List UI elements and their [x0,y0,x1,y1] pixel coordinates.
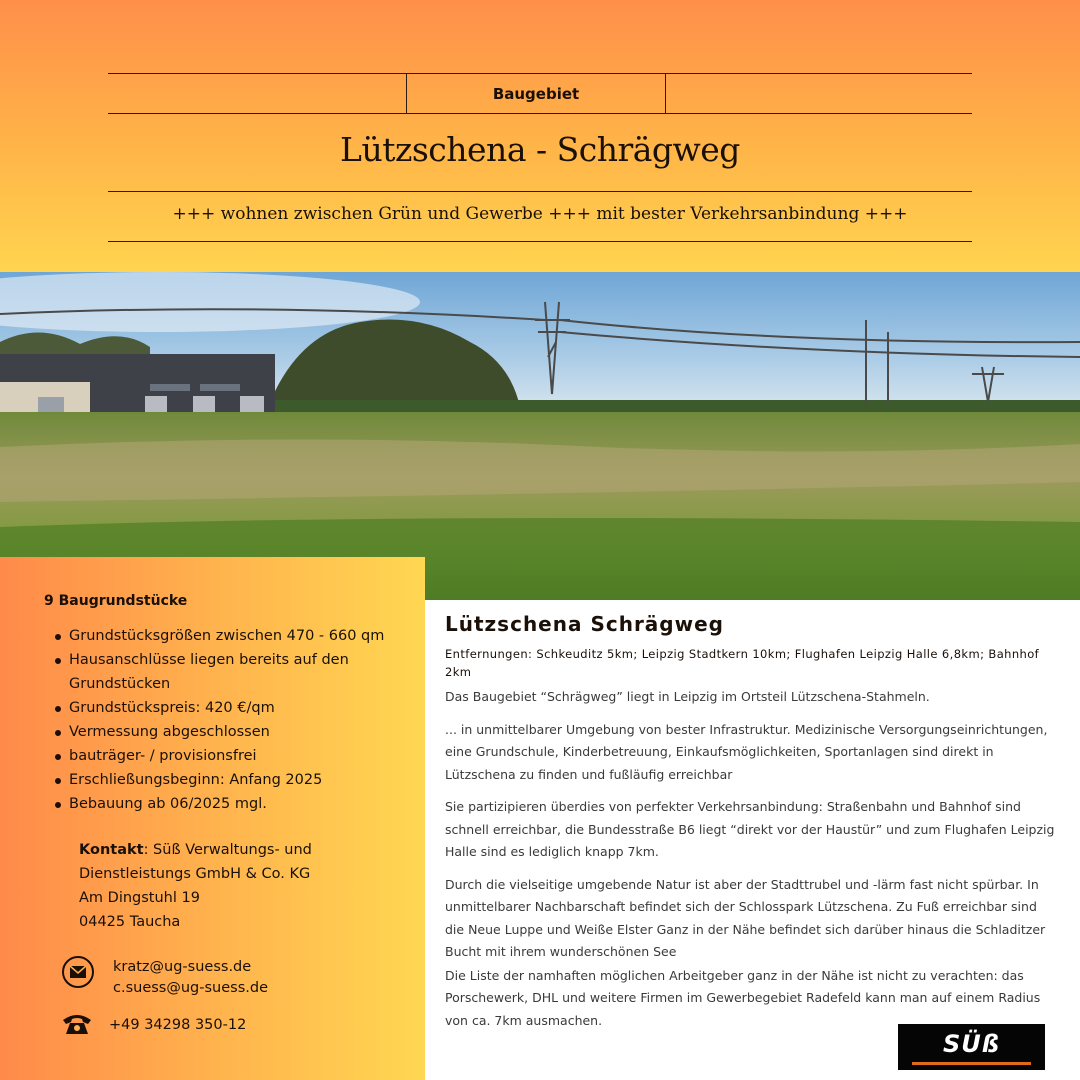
paragraph: ... in unmittelbarer Umgebung von bester Infrastruktur. Medizinische Versorgungseinrichtungen, eine Grundschule, Kinderbetreuung, Einkaufsmöglichkeiten, Sportanlagen sind direkt in Lützschena zu finden und fußläufig erreichbar [445,721,1048,782]
mail-icon [62,956,94,988]
logo-accent-bar [912,1062,1031,1065]
list-item: Vermessung abgeschlossen [52,720,412,744]
contact-city: 04425 Taucha [79,914,181,930]
list-item: Erschließungsbeginn: Anfang 2025 [52,768,412,792]
list-item: bauträger- / provisionsfrei [52,744,412,768]
contact-block [79,838,399,910]
divider [108,241,972,242]
list-item: Hausanschlüsse liegen bereits auf den Grundstücken [52,648,412,696]
category-tag: Baugebiet [492,84,580,103]
contact-company: : Süß Verwaltungs- und Dienstleistungs GmbH & Co. KG [79,842,312,882]
distances: Entfernungen: Schkeuditz 5km; Leipzig Stadtkern 10km; Flughafen Leipzig Halle 6,8km; Bahnhof 2km [445,647,1040,679]
list-item: Grundstücksgrößen zwischen 470 - 660 qm [52,624,412,648]
list-item: Grundstückspreis: 420 €/qm [52,696,412,720]
paragraph: Die Liste der namhaften möglichen Arbeitgeber ganz in der Nähe ist nicht zu verachten: das Porschewerk, DHL und weitere Firmen im Gewerbegebiet Radefeld kann man auf einem Radius von ca. 7km ausmachen. [445,967,1041,1028]
contact-label: Kontakt [79,842,144,858]
list-item: Bebauung ab 06/2025 mgl. [52,792,412,816]
phone-icon [61,1012,93,1036]
contact-street: Am Dingstuhl 19 [79,890,200,906]
paragraph: Sie partizipieren überdies von perfekter Verkehrsanbindung: Straßenbahn und Bahnhof sind schnell erreichbar, die Bundesstraße B6 liegt “direkt vor der Haustür” und zum Flughafen Leipzig Halle sind es lediglich knapp 7km. [445,799,1055,859]
paragraph: Durch die vielseitige umgebende Natur ist aber der Stadttrubel und -lärm fast nicht spürbar. In unmittelbarer Nachbarschaft befindet sich der Schlosspark Lützschena. Zu Fuß erreichbar sind die Neue Luppe und Weiße Elster Ganz in der Nähe befindet sich darüber hinaus die Schladitzer Bucht mit ihrem wunderschönen See [445,876,1046,959]
page-title: Lützschena - Schrägweg [340,130,740,169]
divider [665,73,666,114]
divider [108,191,972,192]
email-link[interactable]: kratz@ug-suess.de [113,959,252,975]
facts-list [52,624,412,816]
section-title: Lützschena Schrägweg [445,612,724,636]
page-subtitle: +++ wohnen zwischen Grün und Gewerbe +++ mit bester Verkehrsanbindung +++ [172,204,908,224]
description-text [445,686,1057,1042]
paragraph: Das Baugebiet “Schrägweg” liegt in Leipzig im Ortsteil Lützschena-Stahmeln. [445,689,930,704]
phone-link[interactable]: +49 34298 350-12 [109,1017,247,1033]
divider [108,113,972,114]
email-link[interactable]: c.suess@ug-suess.de [113,980,268,996]
company-logo [898,1024,1045,1070]
email-block [113,957,268,999]
plots-heading: 9 Baugrundstücke [44,593,188,609]
site-photo [0,272,1080,600]
logo-text: SÜß [942,1030,1001,1058]
